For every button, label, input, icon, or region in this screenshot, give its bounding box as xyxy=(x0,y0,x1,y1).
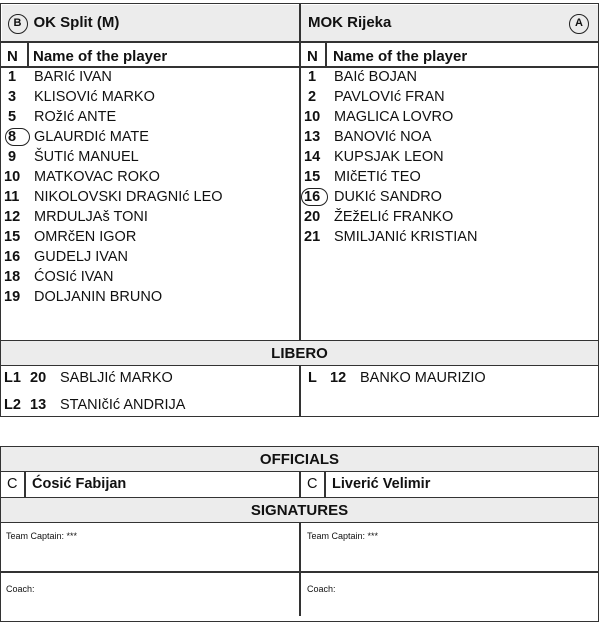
player-number: 13 xyxy=(304,129,321,145)
team-b-badge: B xyxy=(8,14,28,34)
player-name: MAGLICA LOVRO xyxy=(334,109,454,125)
player-name: BANOVIć NOA xyxy=(334,129,432,145)
player-number: 8 xyxy=(8,129,17,145)
libero-number: 12 xyxy=(330,370,347,386)
player-name: GLAURDIć MATE xyxy=(34,129,149,145)
player-number: 10 xyxy=(304,109,321,125)
player-name: NIKOLOVSKI DRAGNIć LEO xyxy=(34,189,223,205)
player-name: SMILJANIć KRISTIAN xyxy=(334,229,478,245)
player-name: KUPSJAK LEON xyxy=(334,149,444,165)
libero-number: 20 xyxy=(30,370,47,386)
player-number: 2 xyxy=(308,89,317,105)
player-name: BARIć IVAN xyxy=(34,69,112,85)
player-number: 16 xyxy=(304,189,321,205)
right-team-name: MOK Rijeka xyxy=(308,13,392,31)
signatures-title: SIGNATURES xyxy=(250,502,349,519)
coach-signature-label: Coach: xyxy=(307,584,336,594)
libero-number: 13 xyxy=(30,397,47,413)
left-col-sep xyxy=(27,42,29,66)
player-number: 11 xyxy=(4,189,20,205)
coach-signature-label: Coach: xyxy=(6,584,35,594)
signatures-header xyxy=(0,497,599,523)
player-number: 19 xyxy=(4,289,21,305)
player-name: MATKOVAC ROKO xyxy=(34,169,160,185)
team-a-badge: A xyxy=(569,14,589,34)
officials-left-code-sep xyxy=(24,471,26,498)
officials-header xyxy=(0,446,599,472)
right-col-sep xyxy=(325,42,327,66)
team-captain-signature-label: Team Captain: *** xyxy=(307,531,379,541)
team-captain-signature-label: Team Captain: *** xyxy=(6,531,78,541)
player-number: 18 xyxy=(4,269,21,285)
left-col-n: N xyxy=(7,48,18,65)
left-col-name: Name of the player xyxy=(33,48,168,65)
official-code: C xyxy=(307,476,318,492)
libero-code: L1 xyxy=(4,370,21,386)
left-team-header xyxy=(2,5,299,42)
player-number: 1 xyxy=(308,69,317,85)
signatures-divider xyxy=(299,522,301,616)
right-col-name: Name of the player xyxy=(333,48,468,65)
player-name: ŠUTIć MANUEL xyxy=(34,149,139,165)
official-name: Ćosić Fabijan xyxy=(32,476,127,492)
officials-right-code-sep xyxy=(324,471,326,498)
player-name: KLISOVIć MARKO xyxy=(34,89,155,105)
player-name: MRDULJAš TONI xyxy=(34,209,148,225)
player-name: BAIć BOJAN xyxy=(334,69,417,85)
officials-title: OFFICIALS xyxy=(259,451,340,468)
player-number: 10 xyxy=(4,169,21,185)
player-number: 15 xyxy=(304,169,321,185)
header-line xyxy=(0,41,599,43)
player-number: 5 xyxy=(8,109,17,125)
libero-code: L xyxy=(308,370,317,386)
libero-header xyxy=(0,340,599,366)
officials-divider xyxy=(299,471,301,498)
official-name: Liverić Velimir xyxy=(332,476,431,492)
libero-code: L2 xyxy=(4,397,21,413)
player-number: 12 xyxy=(4,209,21,225)
player-number: 14 xyxy=(304,149,321,165)
player-name: MIčETIć TEO xyxy=(334,169,421,185)
player-number: 9 xyxy=(8,149,17,165)
player-number: 20 xyxy=(304,209,321,225)
player-name: GUDELJ IVAN xyxy=(34,249,129,265)
team-divider xyxy=(299,3,301,341)
right-col-n: N xyxy=(307,48,318,65)
libero-name: SABLJIć MARKO xyxy=(60,370,173,386)
player-number: 1 xyxy=(8,69,17,85)
player-number: 16 xyxy=(4,249,21,265)
right-team-header xyxy=(301,5,598,42)
libero-title: LIBERO xyxy=(271,345,328,362)
player-name: ĆOSIć IVAN xyxy=(34,269,114,285)
player-number: 21 xyxy=(304,229,321,245)
player-name: OMRčEN IGOR xyxy=(34,229,137,245)
libero-divider xyxy=(299,365,301,417)
libero-name: BANKO MAURIZIO xyxy=(360,370,486,386)
player-name: PAVLOVIć FRAN xyxy=(334,89,445,105)
player-name: DUKIć SANDRO xyxy=(334,189,442,205)
player-number: 3 xyxy=(8,89,17,105)
player-number: 15 xyxy=(4,229,21,245)
left-team-name: OK Split (M) xyxy=(33,13,120,31)
libero-name: STANIčIć ANDRIJA xyxy=(60,397,186,413)
player-name: ŽEžELIć FRANKO xyxy=(334,209,454,225)
player-name: ROžIć ANTE xyxy=(34,109,117,125)
signatures-row-line xyxy=(0,571,599,573)
player-name: DOLJANIN BRUNO xyxy=(34,289,163,305)
official-code: C xyxy=(7,476,18,492)
